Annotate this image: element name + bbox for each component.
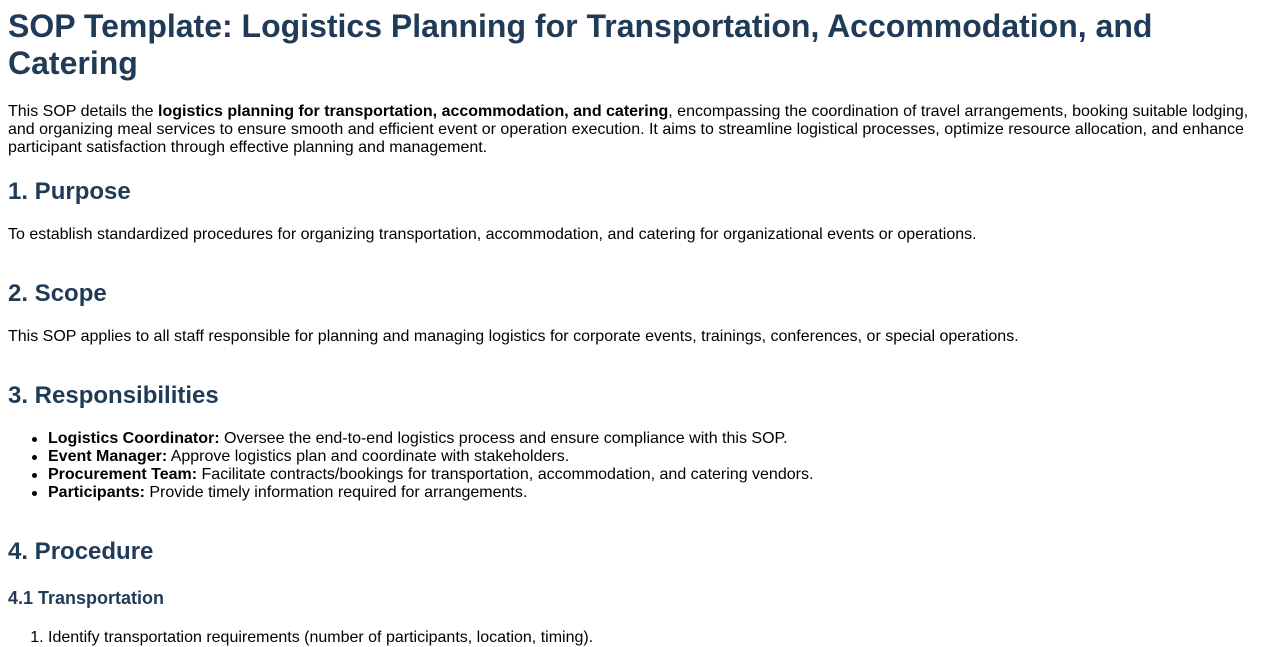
scope-text: This SOP applies to all staff responsible for planning and managing logistics for corporate events, trainings, conferences, or special operations.	[8, 328, 1019, 345]
intro-paragraph	[8, 103, 1255, 157]
intro-text-before: This SOP details the	[8, 103, 158, 120]
responsibility-text: Oversee the end-to-end logistics process and ensure compliance with this SOP.	[219, 430, 788, 447]
responsibility-role: Event Manager:	[48, 448, 168, 465]
responsibility-text: Approve logistics plan and coordinate with stakeholders.	[167, 448, 570, 465]
transportation-steps	[8, 629, 1255, 647]
transportation-heading: 4.1 Transportation	[8, 588, 165, 608]
purpose-heading: 1. Purpose	[8, 178, 131, 205]
responsibility-text: Provide timely information required for arrangements.	[144, 484, 528, 501]
bullet-icon	[32, 437, 37, 442]
responsibility-role: Logistics Coordinator:	[48, 430, 220, 447]
list-item: 1. Identify transportation requirements (number of participants, location, timing).	[48, 629, 1255, 647]
list-item	[48, 484, 1255, 502]
list-item	[48, 430, 1255, 448]
intro-text-after: , encompassing the coordination of travel arrangements, booking suitable lodging, and organizing meal services to ensure smooth and efficient event or operation execution. It aims to streamline logistical processes, optimize resource allocation, and enhance participant satisfaction through effective planning and management.	[8, 103, 1249, 156]
responsibilities-heading: 3. Responsibilities	[8, 382, 219, 409]
scope-heading: 2. Scope	[8, 280, 107, 307]
bullet-icon	[32, 473, 37, 478]
bullet-icon	[32, 491, 37, 496]
bullet-icon	[32, 455, 37, 460]
purpose-text: To establish standardized procedures for organizing transportation, accommodation, and catering for organizational events or operations.	[8, 226, 977, 243]
intro-text-bold: logistics planning for transportation, accommodation, and catering	[158, 103, 669, 120]
list-item	[48, 466, 1255, 484]
sop-document	[0, 8, 1263, 647]
page-title: SOP Template: Logistics Planning for Transportation, Accommodation, and Catering	[8, 8, 1153, 81]
responsibility-text: Facilitate contracts/bookings for transportation, accommodation, and catering vendors.	[197, 466, 814, 483]
responsibilities-list	[8, 430, 1255, 502]
responsibility-role: Procurement Team:	[48, 466, 198, 483]
list-item	[48, 448, 1255, 466]
responsibility-role: Participants:	[48, 484, 145, 501]
procedure-heading: 4. Procedure	[8, 538, 154, 565]
